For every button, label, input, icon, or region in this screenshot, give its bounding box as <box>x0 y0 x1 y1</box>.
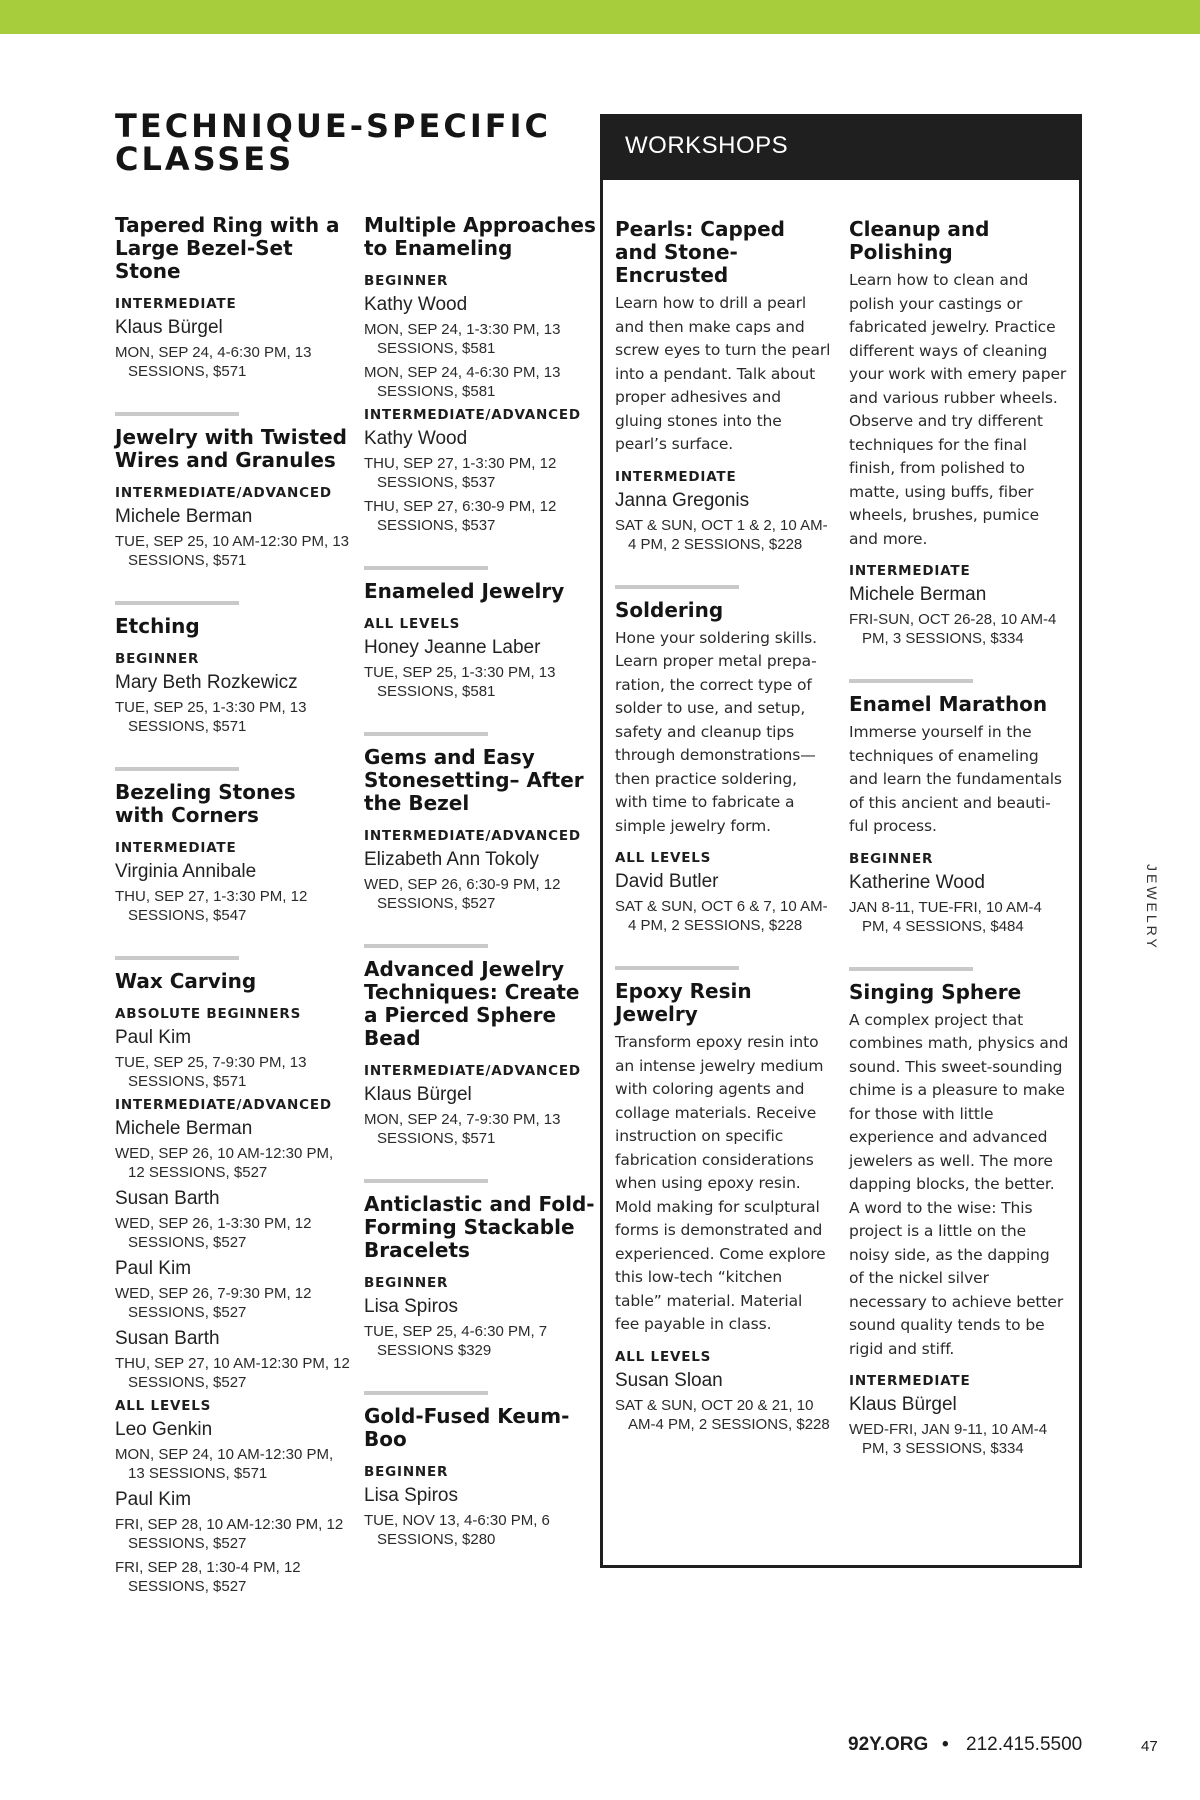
level-label: ALL LEVELS <box>615 1348 712 1365</box>
course-title: Gold-Fused Keum-Boo <box>364 1404 570 1451</box>
instructor-name: Elizabeth Ann Tokoly <box>364 849 539 870</box>
level-group <box>115 651 351 736</box>
level-label: INTERMEDIATE <box>849 563 971 579</box>
course-item <box>364 566 596 701</box>
level-label: INTERMEDIATE/ADVANCED <box>364 1063 581 1079</box>
level-group <box>364 407 596 535</box>
course-item <box>615 218 831 554</box>
level-group <box>849 1373 1069 1458</box>
level-group <box>615 469 831 554</box>
course-item <box>364 944 596 1148</box>
instructor-name: Susan Sloan <box>615 1369 723 1391</box>
course-title: Singing Sphere <box>849 979 1022 1004</box>
schedule-line: FRI, SEP 28, 1:30-4 PM, 12 SESSIONS, $527 <box>115 1559 301 1595</box>
course-title: Bezeling Stones with Corners <box>115 780 296 827</box>
course-divider <box>615 966 739 970</box>
level-label: BEGINNER <box>115 651 200 667</box>
level-label: INTERMEDIATE <box>615 468 737 485</box>
level-group <box>115 296 351 381</box>
schedule-line: THU, SEP 27, 6:30-9 PM, 12 SESSIONS, $537 <box>364 498 557 534</box>
course-title: Pearls: Capped and Stone-Encrusted <box>615 217 785 287</box>
instructor-name: Honey Jeanne Laber <box>364 637 541 658</box>
schedule-line: TUE, SEP 25, 10 AM-12:30 PM, 13 SESSIONS, $571 <box>115 533 350 569</box>
level-label: ALL LEVELS <box>364 616 461 632</box>
schedule-line: WED, SEP 26, 6:30-9 PM, 12 SESSIONS, $527 <box>364 876 561 912</box>
course-description: Hone your soldering skills. Learn proper metal prepa-ration, the correct type of solder to use, and setup, safety and cleanup tips through demonstrations—then practice soldering, with time to fabricate a simple jewelry form. <box>615 628 817 835</box>
course-divider <box>849 967 973 971</box>
level-group <box>364 1275 596 1360</box>
course-item <box>115 767 351 925</box>
course-divider <box>849 679 973 683</box>
course-item <box>115 214 351 381</box>
course-item <box>364 732 596 913</box>
schedule-line: MON, SEP 24, 7-9:30 PM, 13 SESSIONS, $571 <box>364 1111 561 1147</box>
course-divider <box>364 1391 488 1395</box>
level-group <box>115 1006 351 1091</box>
level-group <box>115 1097 351 1392</box>
schedule-line: TUE, NOV 13, 4-6:30 PM, 6 SESSIONS, $280 <box>364 1512 550 1548</box>
column-4 <box>849 218 1069 1489</box>
top-accent-bar <box>0 0 1200 34</box>
level-label: ABSOLUTE BEGINNERS <box>115 1006 302 1022</box>
course-title: Jewelry with Twisted Wires and Granules <box>115 425 347 472</box>
course-item <box>615 585 831 936</box>
level-group <box>364 828 596 913</box>
schedule-line: MON, SEP 24, 4-6:30 PM, 13 SESSIONS, $571 <box>115 344 312 380</box>
course-title: Wax Carving <box>115 969 257 993</box>
instructor-name: Susan Barth <box>115 1188 220 1209</box>
schedule-line: FRI, SEP 28, 10 AM-12:30 PM, 12 SESSIONS, $527 <box>115 1516 344 1552</box>
instructor-name: Klaus Bürgel <box>115 317 223 338</box>
course-description: Learn how to drill a pearl and then make caps and screw eyes to turn the pearl into a pendant. Talk about proper adhesives and gluing stones into the pearl’s surface. <box>615 294 831 453</box>
column-2 <box>364 214 596 1580</box>
course-divider <box>115 412 239 416</box>
schedule-line: WED, SEP 26, 7-9:30 PM, 12 SESSIONS, $527 <box>115 1285 312 1321</box>
schedule-line: MON, SEP 24, 10 AM-12:30 PM, 13 SESSIONS, $571 <box>115 1446 334 1482</box>
level-label: INTERMEDIATE/ADVANCED <box>364 407 581 423</box>
level-label: ALL LEVELS <box>615 850 712 866</box>
instructor-name: Klaus Bürgel <box>849 1394 957 1415</box>
schedule-line: WED, SEP 26, 10 AM-12:30 PM, 12 SESSIONS, $527 <box>115 1145 334 1181</box>
instructor-name: Susan Barth <box>115 1328 220 1349</box>
instructor-name: David Butler <box>615 871 719 892</box>
level-label: BEGINNER <box>849 850 934 867</box>
schedule-line: WED, SEP 26, 1-3:30 PM, 12 SESSIONS, $527 <box>115 1215 312 1251</box>
schedule-line: TUE, SEP 25, 1-3:30 PM, 13 SESSIONS, $571 <box>115 699 307 735</box>
footer-separator: • <box>942 1734 949 1755</box>
level-label: BEGINNER <box>364 273 449 289</box>
course-item <box>849 679 1069 936</box>
course-item <box>364 214 596 535</box>
level-label: INTERMEDIATE/ADVANCED <box>115 485 332 501</box>
level-group <box>364 1464 596 1549</box>
course-divider <box>364 1179 488 1183</box>
schedule-line: FRI-SUN, OCT 26-28, 10 AM-4 PM, 3 SESSIONS, $334 <box>849 611 1057 647</box>
schedule-line: JAN 8-11, TUE-FRI, 10 AM-4 PM, 4 SESSIONS, $484 <box>849 898 1042 935</box>
side-section-tab: JEWELRY <box>1144 864 1160 951</box>
level-group <box>849 563 1069 648</box>
level-group <box>364 616 596 701</box>
schedule-line: THU, SEP 27, 10 AM-12:30 PM, 12 SESSIONS, $527 <box>115 1355 350 1391</box>
instructor-name: Leo Genkin <box>115 1419 213 1440</box>
course-item <box>115 956 351 1596</box>
schedule-line: MON, SEP 24, 4-6:30 PM, 13 SESSIONS, $581 <box>364 364 561 400</box>
course-divider <box>115 601 239 605</box>
level-group <box>115 485 351 570</box>
instructor-name: Paul Kim <box>115 1027 192 1048</box>
workshops-header <box>600 114 1082 180</box>
level-label: INTERMEDIATE <box>115 296 237 312</box>
course-title: Cleanup and Polishing <box>849 217 990 264</box>
level-group <box>364 1063 596 1148</box>
level-group <box>115 1398 351 1596</box>
course-description: Transform epoxy resin into an intense jewelry medium with coloring agents and collage materials. Receive instruction on specific fabrication considerations when using epoxy resin. Mold making for sculptural forms is demonstrated and experienced. Come explore this low-tech “kitchen table” material. Material fee payable in class. <box>615 1033 826 1333</box>
instructor-name: Lisa Spiros <box>364 1485 458 1506</box>
instructor-name: Lisa Spiros <box>364 1296 458 1317</box>
schedule-line: SAT & SUN, OCT 1 & 2, 10 AM-4 PM, 2 SESSIONS, $228 <box>615 516 828 553</box>
course-item <box>364 1179 596 1360</box>
level-label: BEGINNER <box>364 1275 449 1291</box>
instructor-name: Kathy Wood <box>364 428 468 449</box>
course-divider <box>115 767 239 771</box>
schedule-line: WED-FRI, JAN 9-11, 10 AM-4 PM, 3 SESSIONS, $334 <box>849 1421 1048 1457</box>
course-item <box>615 966 831 1434</box>
course-divider <box>115 956 239 960</box>
course-title: Tapered Ring with a Large Bezel-Set Stone <box>115 213 340 283</box>
level-group <box>115 840 351 925</box>
instructor-name: Paul Kim <box>115 1489 192 1510</box>
instructor-name: Michele Berman <box>115 1118 253 1139</box>
course-description: Learn how to clean and polish your castings or fabricated jewelry. Practice different ways of cleaning your work with emery paper and various rubber wheels. Observe and try different techniques for the final finish, from polished to matte, using buffs, fiber wheels, brushes, pumice and more. <box>849 271 1067 548</box>
course-divider <box>615 585 739 589</box>
level-group <box>615 1349 831 1434</box>
level-label: INTERMEDIATE <box>849 1373 971 1389</box>
instructor-name: Michele Berman <box>115 506 253 527</box>
instructor-name: Michele Berman <box>849 584 987 605</box>
course-item <box>849 967 1069 1459</box>
instructor-name: Janna Gregonis <box>615 489 750 511</box>
course-item <box>364 1391 596 1549</box>
course-description: Immerse yourself in the techniques of enameling and learn the fundamentals of this ancient and beauti-ful process. <box>849 723 1062 835</box>
level-label: BEGINNER <box>364 1464 449 1480</box>
instructor-name: Katherine Wood <box>849 871 985 893</box>
instructor-name: Mary Beth Rozkewicz <box>115 672 298 693</box>
course-description: A complex project that combines math, physics and sound. This sweet-sounding chime is a pleasure to make for those with little experience and advanced jewelers as well. The more dapping blocks, the better. A word to the wise: This project is a little on the noisy side, as the dapping of the nickel silver necessary to achieve better sound quality tends to be rigid and stiff. <box>849 1010 1069 1358</box>
course-divider <box>364 566 488 570</box>
instructor-name: Paul Kim <box>115 1258 192 1279</box>
level-group <box>364 273 596 401</box>
schedule-line: TUE, SEP 25, 4-6:30 PM, 7 SESSIONS $329 <box>364 1323 548 1359</box>
schedule-line: SAT & SUN, OCT 20 & 21, 10 AM-4 PM, 2 SESSIONS, $228 <box>615 1396 830 1433</box>
course-title: Epoxy Resin Jewelry <box>615 979 752 1026</box>
course-title: Advanced Jewelry Techniques: Create a Pierced Sphere Bead <box>364 957 580 1050</box>
course-title: Anticlastic and Fold-Forming Stackable Bracelets <box>364 1192 595 1262</box>
section-title: TECHNIQUE-SPECIFIC CLASSES <box>115 107 551 178</box>
course-item <box>115 601 351 736</box>
course-title: Enameled Jewelry <box>364 579 565 603</box>
course-title: Multiple Approaches to Enameling <box>364 213 596 260</box>
level-label: INTERMEDIATE <box>115 840 237 856</box>
instructor-name: Kathy Wood <box>364 294 468 315</box>
schedule-line: TUE, SEP 25, 7-9:30 PM, 13 SESSIONS, $571 <box>115 1054 307 1090</box>
course-title: Gems and Easy Stonesetting– After the Bezel <box>364 745 584 815</box>
schedule-line: SAT & SUN, OCT 6 & 7, 10 AM-4 PM, 2 SESSIONS, $228 <box>615 898 828 934</box>
page-number: 47 <box>1141 1738 1158 1755</box>
course-title: Enamel Marathon <box>849 692 1048 716</box>
footer-phone: 212.415.5500 <box>966 1734 1083 1755</box>
level-group <box>849 851 1069 936</box>
course-title: Etching <box>115 614 200 638</box>
column-1 <box>115 214 351 1627</box>
footer-website[interactable]: 92Y.ORG <box>848 1734 929 1755</box>
level-label: INTERMEDIATE/ADVANCED <box>115 1097 332 1113</box>
level-label: ALL LEVELS <box>115 1398 212 1414</box>
course-title: Soldering <box>615 597 724 622</box>
course-divider <box>364 732 488 736</box>
schedule-line: THU, SEP 27, 1-3:30 PM, 12 SESSIONS, $537 <box>364 455 557 491</box>
level-group <box>615 850 831 935</box>
workshops-title: WORKSHOPS <box>625 132 789 159</box>
level-label: INTERMEDIATE/ADVANCED <box>364 828 581 844</box>
course-item <box>115 412 351 570</box>
schedule-line: MON, SEP 24, 1-3:30 PM, 13 SESSIONS, $581 <box>364 321 561 357</box>
course-divider <box>364 944 488 948</box>
schedule-line: THU, SEP 27, 1-3:30 PM, 12 SESSIONS, $547 <box>115 888 308 924</box>
column-3 <box>615 218 831 1465</box>
instructor-name: Virginia Annibale <box>115 861 257 882</box>
schedule-line: TUE, SEP 25, 1-3:30 PM, 13 SESSIONS, $581 <box>364 664 556 700</box>
instructor-name: Klaus Bürgel <box>364 1084 472 1105</box>
course-item <box>849 218 1069 648</box>
